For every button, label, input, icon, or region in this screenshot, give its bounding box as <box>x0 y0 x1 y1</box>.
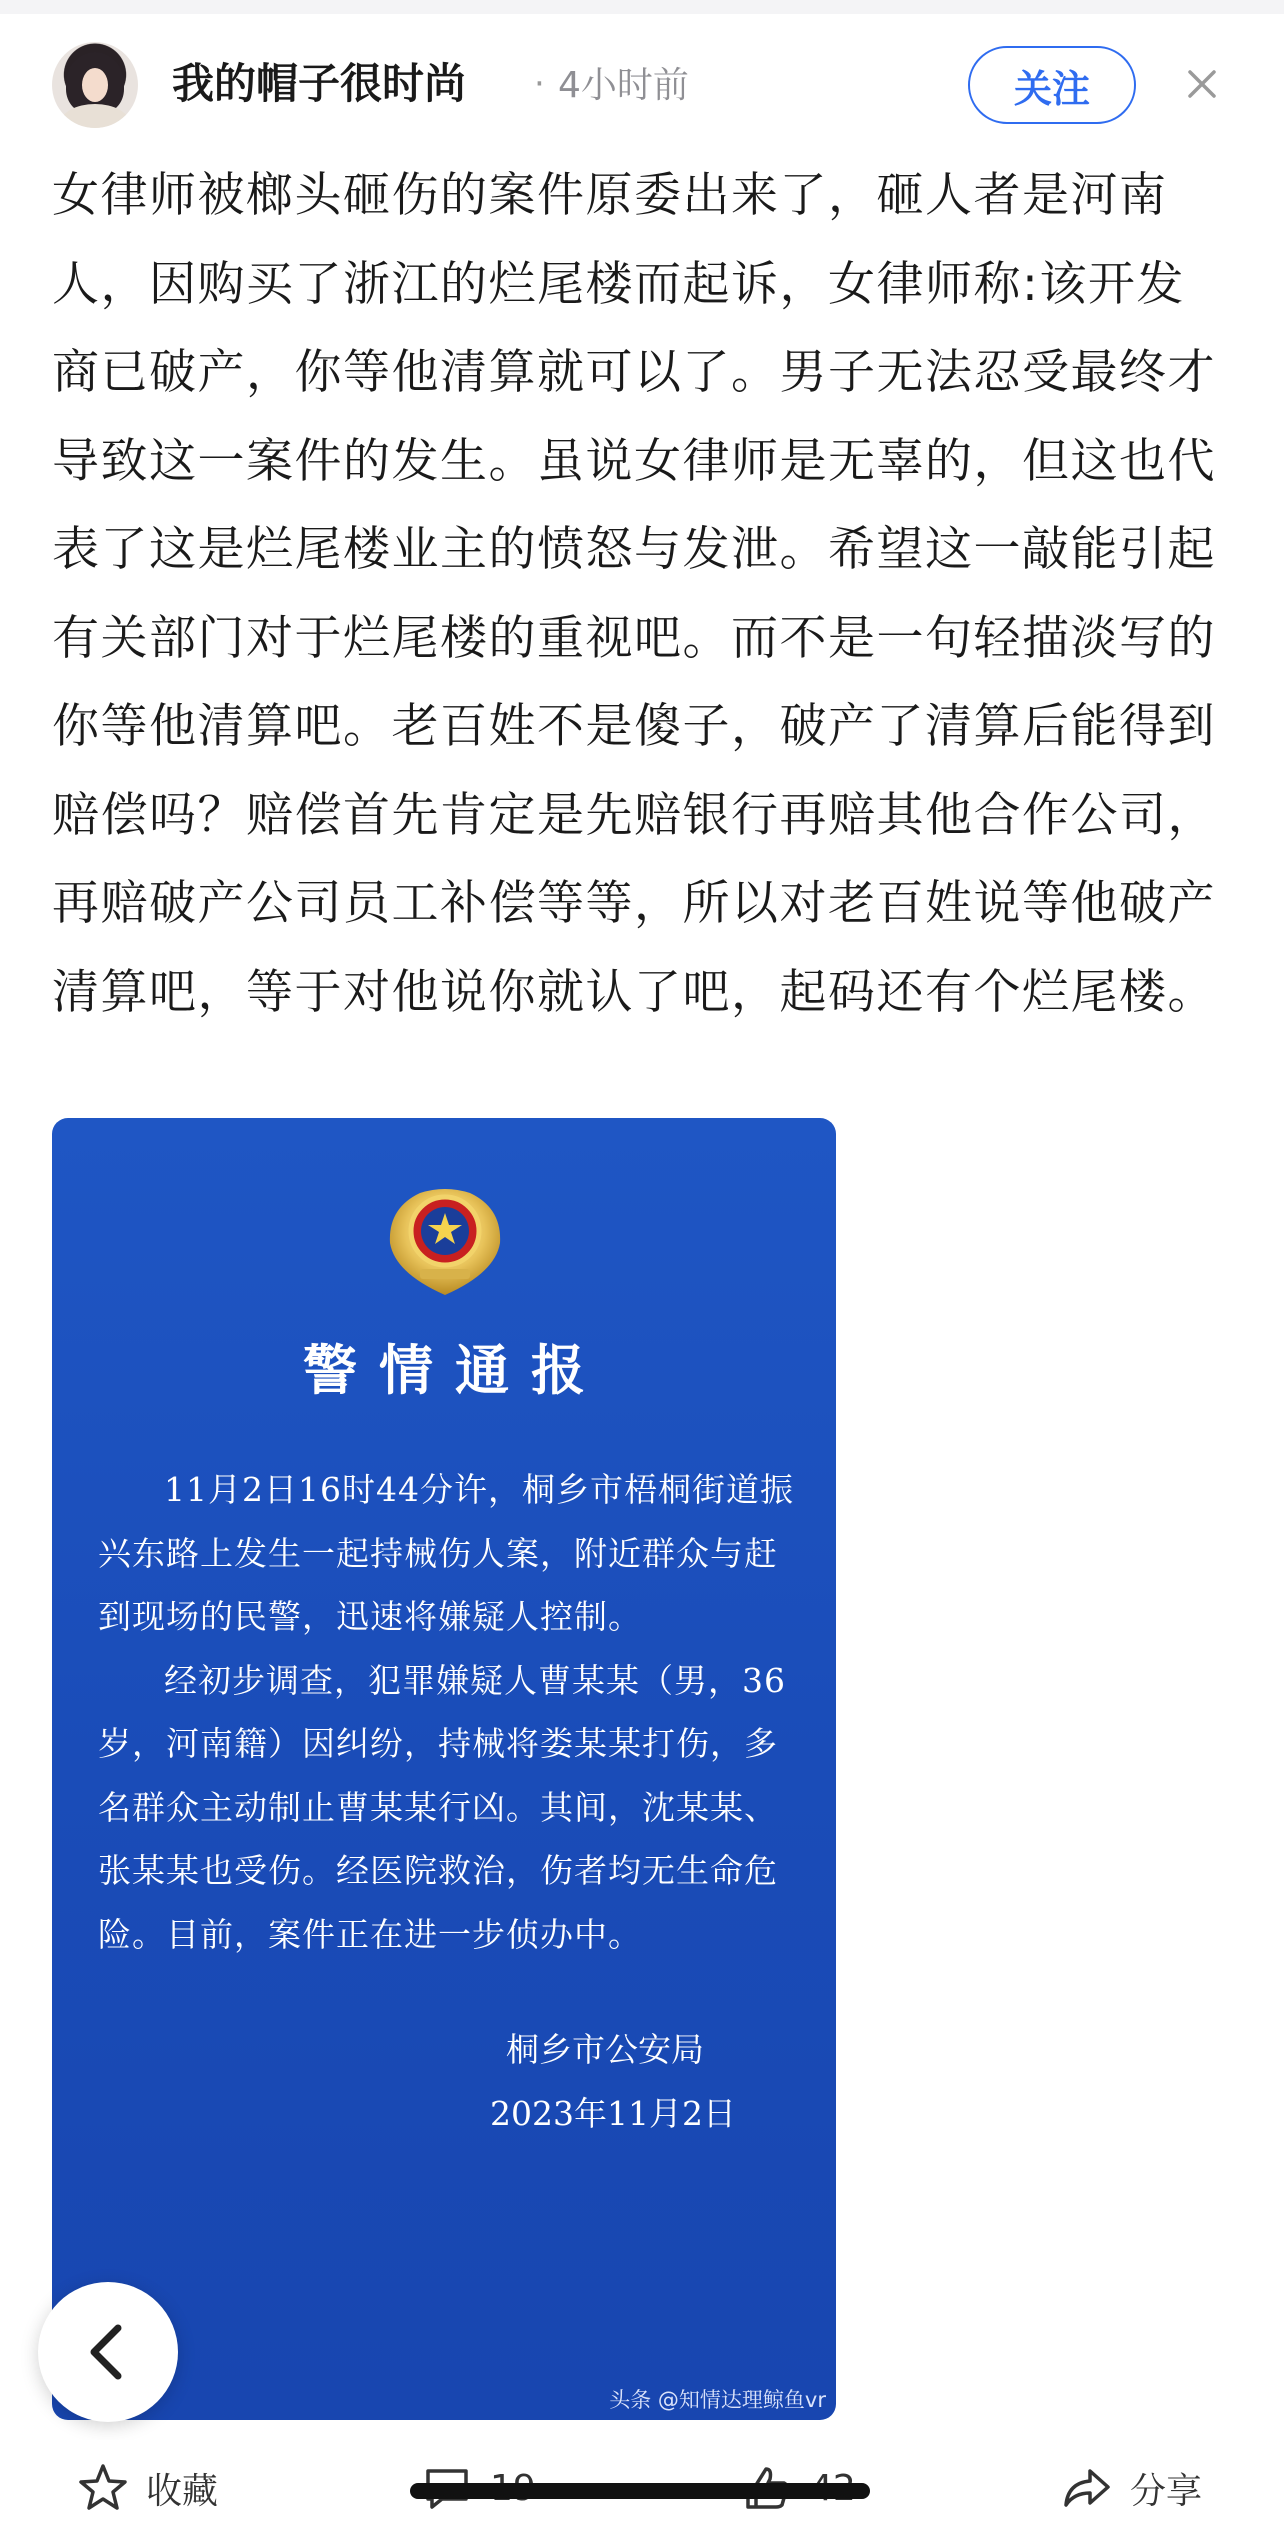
post-text: 女律师被榔头砸伤的案件原委出来了，砸人者是河南人，因购买了浙江的烂尾楼而起诉，女律师称:该开发商已破产，你等他清算就可以了。男子无法忍受最终才导致这一案件的发生。虽说女律师是无辜的，但这也代表了这是烂尾楼业主的愤怒与发泄。希望这一敲能引起有关部门对于烂尾楼的重视吧。而不是一句轻描淡写的你等他清算吧。老百姓不是傻子，破产了清算后能得到赔偿吗？赔偿首先肯定是先赔银行再赔其他合作公司，再赔破产公司员工补偿等等，所以对老百姓说等他破产清算吧，等于对他说你就认了吧，起码还有个烂尾楼。 <box>52 168 1216 1020</box>
share-button[interactable] <box>1060 2460 1202 2516</box>
share-icon <box>1060 2461 1114 2515</box>
bottom-action-bar <box>0 2440 1284 2523</box>
police-notice-image[interactable] <box>52 1118 836 2420</box>
collect-label: 收藏 <box>146 2470 219 2512</box>
collect-button[interactable] <box>76 2460 218 2516</box>
notice-issuer: 桐乡市公安局 <box>506 2030 704 2069</box>
star-icon <box>76 2461 130 2515</box>
close-icon[interactable] <box>1182 64 1222 104</box>
follow-button[interactable]: 关注 <box>968 46 1136 124</box>
notice-date: 2023年11月2日 <box>490 2094 736 2133</box>
share-label: 分享 <box>1130 2470 1203 2512</box>
police-emblem-icon <box>380 1173 510 1303</box>
back-button[interactable] <box>38 2282 178 2422</box>
notice-title: 警情通报 <box>303 1338 607 1402</box>
chevron-left-icon <box>38 2282 178 2422</box>
watermark: 头条 @知情达理鲸鱼vr <box>609 2388 826 2412</box>
notice-body <box>98 1458 802 1966</box>
status-strip <box>0 0 1284 14</box>
post-time: 4小时前 <box>558 65 689 106</box>
avatar[interactable] <box>52 42 138 128</box>
home-indicator[interactable] <box>410 2483 870 2499</box>
notice-paragraph: 经初步调查，犯罪嫌疑人曹某某（男，36岁，河南籍）因纠纷，持械将娄某某打伤，多名群众主动制止曹某某行凶。其间，沈某某、张某某也受伤。经医院救治，伤者均无生命危险。目前，案件正在进一步侦办中。 <box>98 1660 786 1954</box>
notice-signature <box>490 2018 736 2146</box>
author-name[interactable]: 我的帽子很时尚 <box>172 59 467 108</box>
notice-paragraph: 11月2日16时44分许，桐乡市梧桐街道振兴东路上发生一起持械伤人案，附近群众与赶到现场的民警，迅速将嫌疑人控制。 <box>98 1470 794 1636</box>
separator-dot: · <box>534 64 545 104</box>
